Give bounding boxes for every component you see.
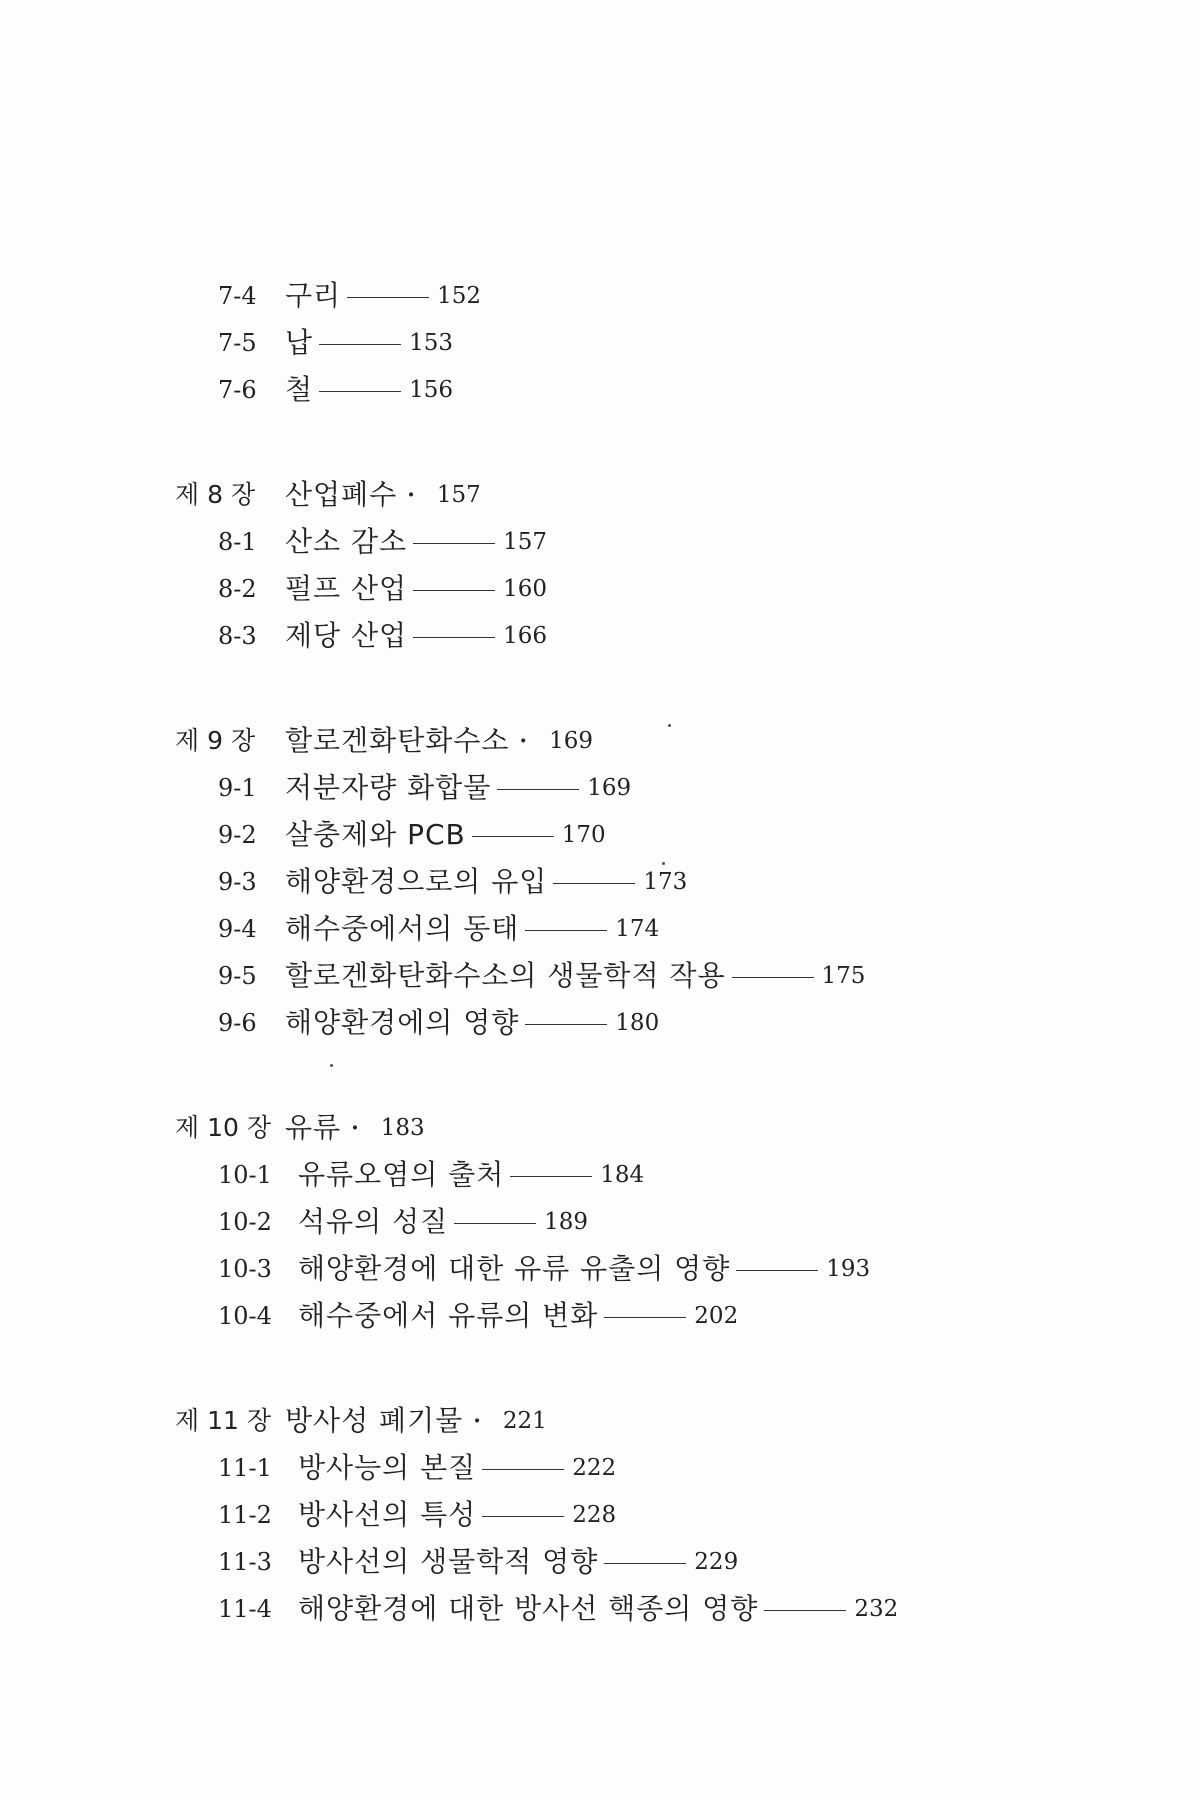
section-title-group	[285, 1003, 659, 1043]
section-title-group	[298, 1249, 870, 1289]
leader-line	[413, 637, 495, 638]
toc-chapter-row[interactable]	[0, 1108, 1200, 1148]
section-title: 제당 산업	[285, 619, 408, 652]
section-number: 7-5	[218, 329, 257, 357]
section-page-number: 228	[572, 1502, 617, 1528]
toc-section-row[interactable]	[0, 1202, 1200, 1242]
chapter-title-group	[285, 1401, 547, 1441]
section-number: 9-2	[218, 821, 257, 849]
section-number: 7-4	[218, 282, 257, 310]
section-page-number: 153	[409, 330, 453, 356]
section-number: 10-1	[218, 1161, 272, 1189]
chapter-page-number: 183	[380, 1115, 425, 1141]
section-title: 방사선의 생물학적 영향	[298, 1545, 599, 1578]
leader-line	[413, 590, 495, 591]
section-number: 10-2	[218, 1208, 272, 1236]
chapter-page-number: 169	[549, 728, 593, 754]
toc-section-row[interactable]	[0, 862, 1200, 902]
section-title: 철	[285, 373, 314, 406]
chapter-title-group	[285, 721, 593, 761]
section-page-number: 180	[615, 1010, 660, 1036]
toc-section-row[interactable]	[0, 323, 1200, 363]
leader-line	[525, 1024, 607, 1025]
leader-line	[553, 883, 635, 884]
section-page-number: 152	[437, 283, 482, 309]
leader-line	[604, 1317, 686, 1318]
toc-chapter-row[interactable]	[0, 475, 1200, 515]
leader-line	[482, 1516, 564, 1517]
leader-line	[604, 1563, 686, 1564]
section-page-number: 156	[409, 377, 453, 403]
chapter-title-group	[285, 1108, 425, 1148]
section-page-number: 229	[694, 1549, 739, 1575]
chapter-title: 유류	[285, 1111, 342, 1144]
chapter-page-number: 221	[502, 1408, 547, 1434]
section-page-number: 184	[600, 1162, 645, 1188]
toc-section-row[interactable]	[0, 1155, 1200, 1195]
section-title: 석유의 성질	[298, 1205, 449, 1238]
section-number: 11-3	[218, 1548, 272, 1576]
section-number: 9-3	[218, 868, 257, 896]
section-title: 유류오염의 출처	[298, 1158, 505, 1191]
section-page-number: 202	[694, 1303, 739, 1329]
toc-section-row[interactable]	[0, 569, 1200, 609]
section-number: 9-5	[218, 962, 257, 990]
leader-line	[732, 977, 814, 978]
section-title-group	[298, 1448, 616, 1488]
toc-section-row[interactable]	[0, 370, 1200, 410]
toc-section-row[interactable]	[0, 1249, 1200, 1289]
chapter-separator-dot: ·	[351, 1115, 359, 1141]
section-title: 할로겐화탄화수소의 생물학적 작용	[285, 959, 726, 992]
section-title: 살충제와 PCB	[285, 818, 466, 851]
section-title-group	[298, 1202, 588, 1242]
section-page-number: 193	[826, 1256, 871, 1282]
leader-line	[736, 1270, 818, 1271]
section-title-group	[298, 1589, 898, 1629]
section-number: 8-3	[218, 622, 257, 650]
section-title-group	[285, 616, 547, 656]
section-title-group	[298, 1542, 738, 1582]
toc-section-row[interactable]	[0, 1296, 1200, 1336]
section-title: 납	[285, 326, 314, 359]
leader-line	[497, 789, 579, 790]
section-title-group	[285, 370, 453, 410]
leader-line	[764, 1610, 846, 1611]
toc-section-row[interactable]	[0, 1589, 1200, 1629]
section-page-number: 175	[821, 963, 866, 989]
leader-line	[319, 344, 401, 345]
section-page-number: 222	[572, 1455, 617, 1481]
section-title-group	[285, 815, 606, 855]
section-title: 해양환경에 대한 방사선 핵종의 영향	[298, 1592, 759, 1625]
section-number: 10-3	[218, 1255, 272, 1283]
section-title: 해수중에서 유류의 변화	[298, 1299, 599, 1332]
leader-line	[319, 391, 401, 392]
chapter-title: 할로겐화탄화수소	[285, 724, 510, 757]
chapter-number: 제 11 장	[175, 1406, 272, 1435]
leader-line	[510, 1176, 592, 1177]
section-title: 해양환경에의 영향	[285, 1006, 520, 1039]
section-title: 해양환경으로의 유입	[285, 865, 548, 898]
section-page-number: 232	[854, 1596, 899, 1622]
section-number: 8-2	[218, 575, 257, 603]
leader-line	[454, 1223, 536, 1224]
section-title-group	[285, 768, 631, 808]
chapter-separator-dot: ·	[473, 1408, 481, 1434]
section-page-number: 170	[561, 822, 606, 848]
section-title: 방사능의 본질	[298, 1451, 477, 1484]
leader-line	[472, 836, 554, 837]
section-title: 펄프 산업	[285, 572, 408, 605]
section-title: 저분자량 화합물	[285, 771, 492, 804]
section-title: 해양환경에 대한 유류 유출의 영향	[298, 1252, 731, 1285]
section-number: 11-4	[218, 1595, 272, 1623]
toc-section-row[interactable]	[0, 1448, 1200, 1488]
section-number: 11-2	[218, 1501, 272, 1529]
toc-section-row[interactable]	[0, 1542, 1200, 1582]
section-title-group	[285, 522, 547, 562]
section-title-group	[298, 1495, 616, 1535]
section-number: 11-1	[218, 1454, 272, 1482]
section-page-number: 189	[544, 1209, 589, 1235]
section-title-group	[285, 569, 547, 609]
toc-section-row[interactable]	[0, 909, 1200, 949]
chapter-title: 산업폐수	[285, 478, 398, 511]
section-number: 7-6	[218, 376, 257, 404]
section-page-number: 169	[587, 775, 632, 801]
section-title: 산소 감소	[285, 525, 408, 558]
toc-section-row[interactable]	[0, 1003, 1200, 1043]
toc-section-row[interactable]	[0, 768, 1200, 808]
section-title: 방사선의 특성	[298, 1498, 477, 1531]
section-number: 10-4	[218, 1302, 272, 1330]
toc-section-row[interactable]	[0, 1495, 1200, 1535]
section-page-number: 157	[503, 529, 547, 555]
section-title-group	[298, 1155, 644, 1195]
chapter-separator-dot: ·	[407, 482, 415, 508]
section-page-number: 173	[643, 869, 688, 895]
section-number: 9-4	[218, 915, 257, 943]
toc-section-row[interactable]	[0, 815, 1200, 855]
paper-speck	[662, 862, 665, 865]
section-title: 구리	[285, 279, 342, 312]
toc-chapter-row[interactable]	[0, 721, 1200, 761]
chapter-separator-dot: ·	[519, 728, 528, 754]
section-title-group	[285, 956, 865, 996]
chapter-number: 제 8 장	[175, 480, 256, 509]
section-title-group	[285, 276, 481, 316]
toc-section-row[interactable]	[0, 616, 1200, 656]
leader-line	[347, 297, 429, 298]
chapter-number: 제 9 장	[175, 726, 256, 755]
chapter-title: 방사성 폐기물	[285, 1404, 464, 1437]
leader-line	[482, 1469, 564, 1470]
chapter-number: 제 10 장	[175, 1113, 272, 1142]
section-page-number: 174	[615, 916, 660, 942]
leader-line	[525, 930, 607, 931]
toc-section-row[interactable]	[0, 276, 1200, 316]
section-title: 해수중에서의 동태	[285, 912, 520, 945]
paper-speck	[330, 1064, 333, 1067]
section-number: 8-1	[218, 528, 257, 556]
section-number: 9-6	[218, 1009, 257, 1037]
leader-line	[413, 543, 495, 544]
chapter-title-group	[285, 475, 481, 515]
toc-section-row[interactable]	[0, 956, 1200, 996]
section-title-group	[285, 323, 453, 363]
section-title-group	[298, 1296, 738, 1336]
chapter-page-number: 157	[436, 482, 481, 508]
section-page-number: 160	[503, 576, 547, 602]
section-title-group	[285, 909, 659, 949]
toc-chapter-row[interactable]	[0, 1401, 1200, 1441]
section-page-number: 166	[503, 623, 547, 649]
section-title-group	[285, 862, 687, 902]
paper-speck	[668, 724, 671, 727]
toc-section-row[interactable]	[0, 522, 1200, 562]
section-number: 9-1	[218, 774, 257, 802]
